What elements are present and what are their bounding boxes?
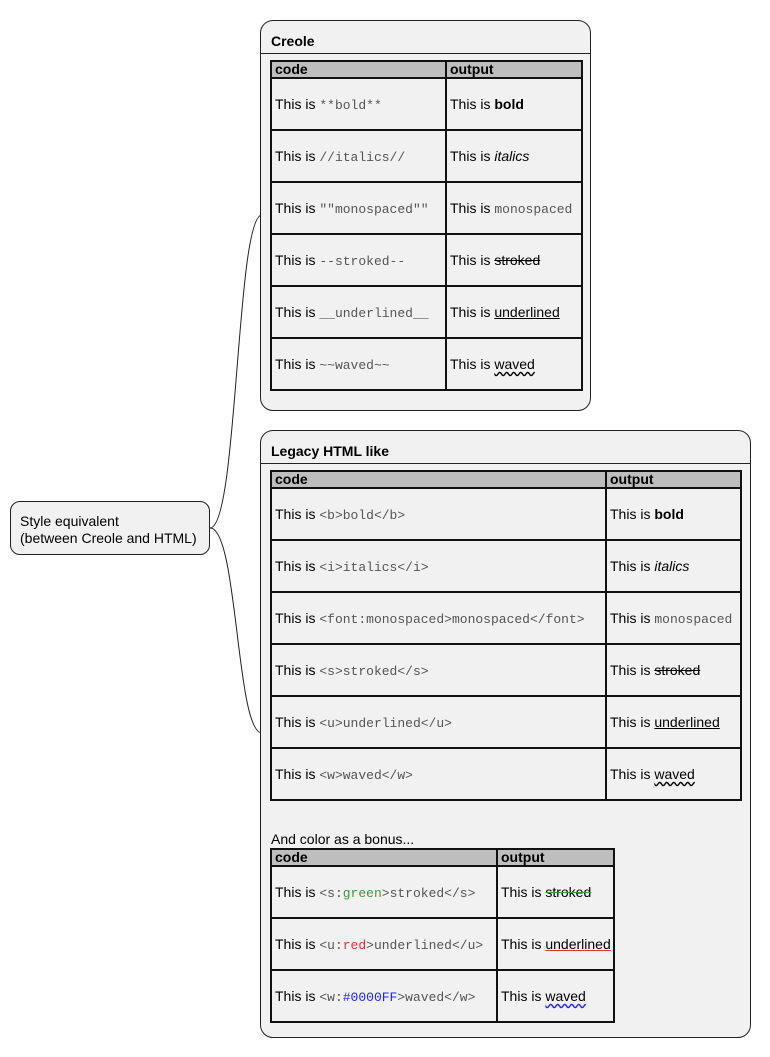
creole-code-cell bbox=[271, 286, 446, 338]
output-prefix: This is bbox=[501, 988, 546, 1004]
creole-table-row bbox=[271, 234, 582, 286]
html-code-cell bbox=[271, 540, 606, 592]
html-output-cell bbox=[606, 748, 741, 800]
code-text-pre: <s: bbox=[319, 885, 343, 901]
bonus-output-cell bbox=[497, 918, 614, 970]
code-text: ~~waved~~ bbox=[319, 357, 390, 373]
output-prefix: This is bbox=[450, 199, 495, 216]
code-prefix: This is bbox=[275, 95, 320, 112]
html-output-cell bbox=[606, 644, 741, 696]
creole-table-header bbox=[271, 61, 582, 78]
creole-code-cell bbox=[271, 78, 446, 130]
html-code-cell bbox=[271, 696, 606, 748]
html-header-output: output bbox=[606, 471, 741, 488]
creole-table-row bbox=[271, 182, 582, 234]
code-text-post: >waved</w> bbox=[397, 989, 476, 1005]
creole-code-cell bbox=[271, 234, 446, 286]
output-prefix: This is bbox=[610, 506, 655, 522]
output-prefix: This is bbox=[450, 356, 495, 372]
code-text-pre: <w: bbox=[319, 989, 343, 1005]
html-panel-divider bbox=[261, 463, 750, 464]
creole-output-cell bbox=[446, 286, 582, 338]
html-output-cell bbox=[606, 696, 741, 748]
code-prefix: This is bbox=[275, 609, 320, 626]
creole-table-row bbox=[271, 78, 582, 130]
creole-output-cell bbox=[446, 234, 582, 286]
html-output-cell bbox=[606, 488, 741, 540]
creole-output-cell bbox=[446, 338, 582, 390]
html-code-cell bbox=[271, 644, 606, 696]
code-text-post: >stroked</s> bbox=[381, 885, 476, 901]
creole-code-cell bbox=[271, 130, 446, 182]
output-prefix: This is bbox=[610, 609, 655, 626]
bonus-table-header bbox=[271, 849, 614, 866]
code-text: --stroked-- bbox=[319, 253, 406, 269]
styled-output-text: waved bbox=[494, 356, 535, 372]
bonus-header-output: output bbox=[497, 849, 614, 866]
code-text: <b>bold</b> bbox=[319, 507, 406, 523]
bonus-table-row bbox=[271, 866, 614, 918]
html-code-cell bbox=[271, 592, 606, 644]
creole-panel bbox=[260, 20, 591, 411]
creole-panel-divider bbox=[261, 53, 590, 54]
code-color-name: red bbox=[342, 937, 367, 953]
code-prefix: This is bbox=[275, 661, 320, 678]
output-prefix: This is bbox=[450, 304, 495, 320]
styled-output-text: bold bbox=[494, 96, 524, 112]
output-prefix: This is bbox=[501, 936, 546, 952]
root-node bbox=[10, 501, 210, 555]
html-table-row bbox=[271, 696, 741, 748]
creole-table-row bbox=[271, 338, 582, 390]
code-prefix: This is bbox=[275, 303, 320, 320]
styled-output-text: underlined bbox=[654, 714, 720, 730]
code-text: **bold** bbox=[319, 97, 382, 113]
styled-output-text: italics bbox=[654, 558, 690, 574]
connector-to-creole bbox=[210, 215, 262, 528]
creole-table bbox=[270, 60, 583, 391]
code-prefix: This is bbox=[275, 505, 320, 522]
code-prefix: This is bbox=[275, 147, 320, 164]
output-prefix: This is bbox=[450, 252, 495, 268]
bonus-code-cell bbox=[271, 866, 497, 918]
styled-output-text: bold bbox=[654, 506, 684, 522]
code-prefix: This is bbox=[275, 199, 320, 216]
styled-output-text: underlined bbox=[494, 304, 560, 320]
code-prefix: This is bbox=[275, 765, 320, 782]
html-code-cell bbox=[271, 488, 606, 540]
html-panel bbox=[260, 430, 751, 1038]
code-color-name: #0000FF bbox=[342, 989, 398, 1005]
code-prefix: This is bbox=[275, 987, 320, 1004]
code-prefix: This is bbox=[275, 557, 320, 574]
code-text-pre: <u: bbox=[319, 937, 343, 953]
html-table bbox=[270, 470, 742, 801]
bonus-table-row bbox=[271, 970, 614, 1022]
code-text: <w>waved</w> bbox=[319, 767, 413, 783]
creole-table-row bbox=[271, 130, 582, 182]
output-prefix: This is bbox=[610, 662, 655, 678]
code-text: //italics// bbox=[319, 149, 406, 165]
html-table-row bbox=[271, 592, 741, 644]
code-prefix: This is bbox=[275, 355, 320, 372]
styled-output-text: underlined bbox=[545, 936, 611, 952]
html-code-cell bbox=[271, 748, 606, 800]
code-text: <u>underlined</u> bbox=[319, 715, 452, 731]
code-text: <i>italics</i> bbox=[319, 559, 429, 575]
output-prefix: This is bbox=[610, 766, 655, 782]
creole-header-output: output bbox=[446, 61, 582, 78]
bonus-code-cell bbox=[271, 918, 497, 970]
code-prefix: This is bbox=[275, 251, 320, 268]
root-node-line2: (between Creole and HTML) bbox=[20, 530, 197, 546]
styled-output-text: monospaced bbox=[654, 611, 733, 627]
html-output-cell bbox=[606, 540, 741, 592]
connector-to-html bbox=[210, 528, 262, 733]
styled-output-text: stroked bbox=[494, 252, 541, 268]
creole-output-cell bbox=[446, 130, 582, 182]
bonus-output-cell bbox=[497, 970, 614, 1022]
html-table-row bbox=[271, 748, 741, 800]
root-node-line1: Style equivalent bbox=[20, 513, 119, 529]
styled-output-text: waved bbox=[545, 988, 586, 1004]
bonus-label: And color as a bonus... bbox=[271, 831, 415, 847]
styled-output-text: stroked bbox=[654, 662, 701, 678]
code-text: __underlined__ bbox=[319, 305, 429, 321]
styled-output-text: waved bbox=[654, 766, 695, 782]
creole-panel-title: Creole bbox=[271, 33, 315, 49]
creole-table-row bbox=[271, 286, 582, 338]
creole-code-cell bbox=[271, 338, 446, 390]
styled-output-text: stroked bbox=[545, 884, 592, 900]
bonus-table-row bbox=[271, 918, 614, 970]
creole-output-cell bbox=[446, 78, 582, 130]
output-prefix: This is bbox=[450, 148, 495, 164]
code-prefix: This is bbox=[275, 883, 320, 900]
bonus-table bbox=[270, 848, 615, 1023]
creole-header-code: code bbox=[271, 61, 446, 78]
creole-code-cell bbox=[271, 182, 446, 234]
output-prefix: This is bbox=[610, 558, 655, 574]
html-table-row bbox=[271, 488, 741, 540]
output-prefix: This is bbox=[450, 96, 495, 112]
output-prefix: This is bbox=[501, 884, 546, 900]
code-text: ""monospaced"" bbox=[319, 201, 429, 217]
bonus-output-cell bbox=[497, 866, 614, 918]
code-prefix: This is bbox=[275, 713, 320, 730]
creole-output-cell bbox=[446, 182, 582, 234]
code-text-post: >underlined</u> bbox=[366, 937, 484, 953]
html-table-row bbox=[271, 644, 741, 696]
html-table-row bbox=[271, 540, 741, 592]
styled-output-text: italics bbox=[494, 148, 530, 164]
code-prefix: This is bbox=[275, 935, 320, 952]
code-text: <font:monospaced>monospaced</font> bbox=[319, 611, 585, 627]
output-prefix: This is bbox=[610, 714, 655, 730]
html-table-header bbox=[271, 471, 741, 488]
bonus-header-code: code bbox=[271, 849, 497, 866]
styled-output-text: monospaced bbox=[494, 201, 573, 217]
code-text: <s>stroked</s> bbox=[319, 663, 429, 679]
code-color-name: green bbox=[342, 885, 382, 901]
html-header-code: code bbox=[271, 471, 606, 488]
html-output-cell bbox=[606, 592, 741, 644]
bonus-code-cell bbox=[271, 970, 497, 1022]
html-panel-title: Legacy HTML like bbox=[271, 443, 390, 459]
